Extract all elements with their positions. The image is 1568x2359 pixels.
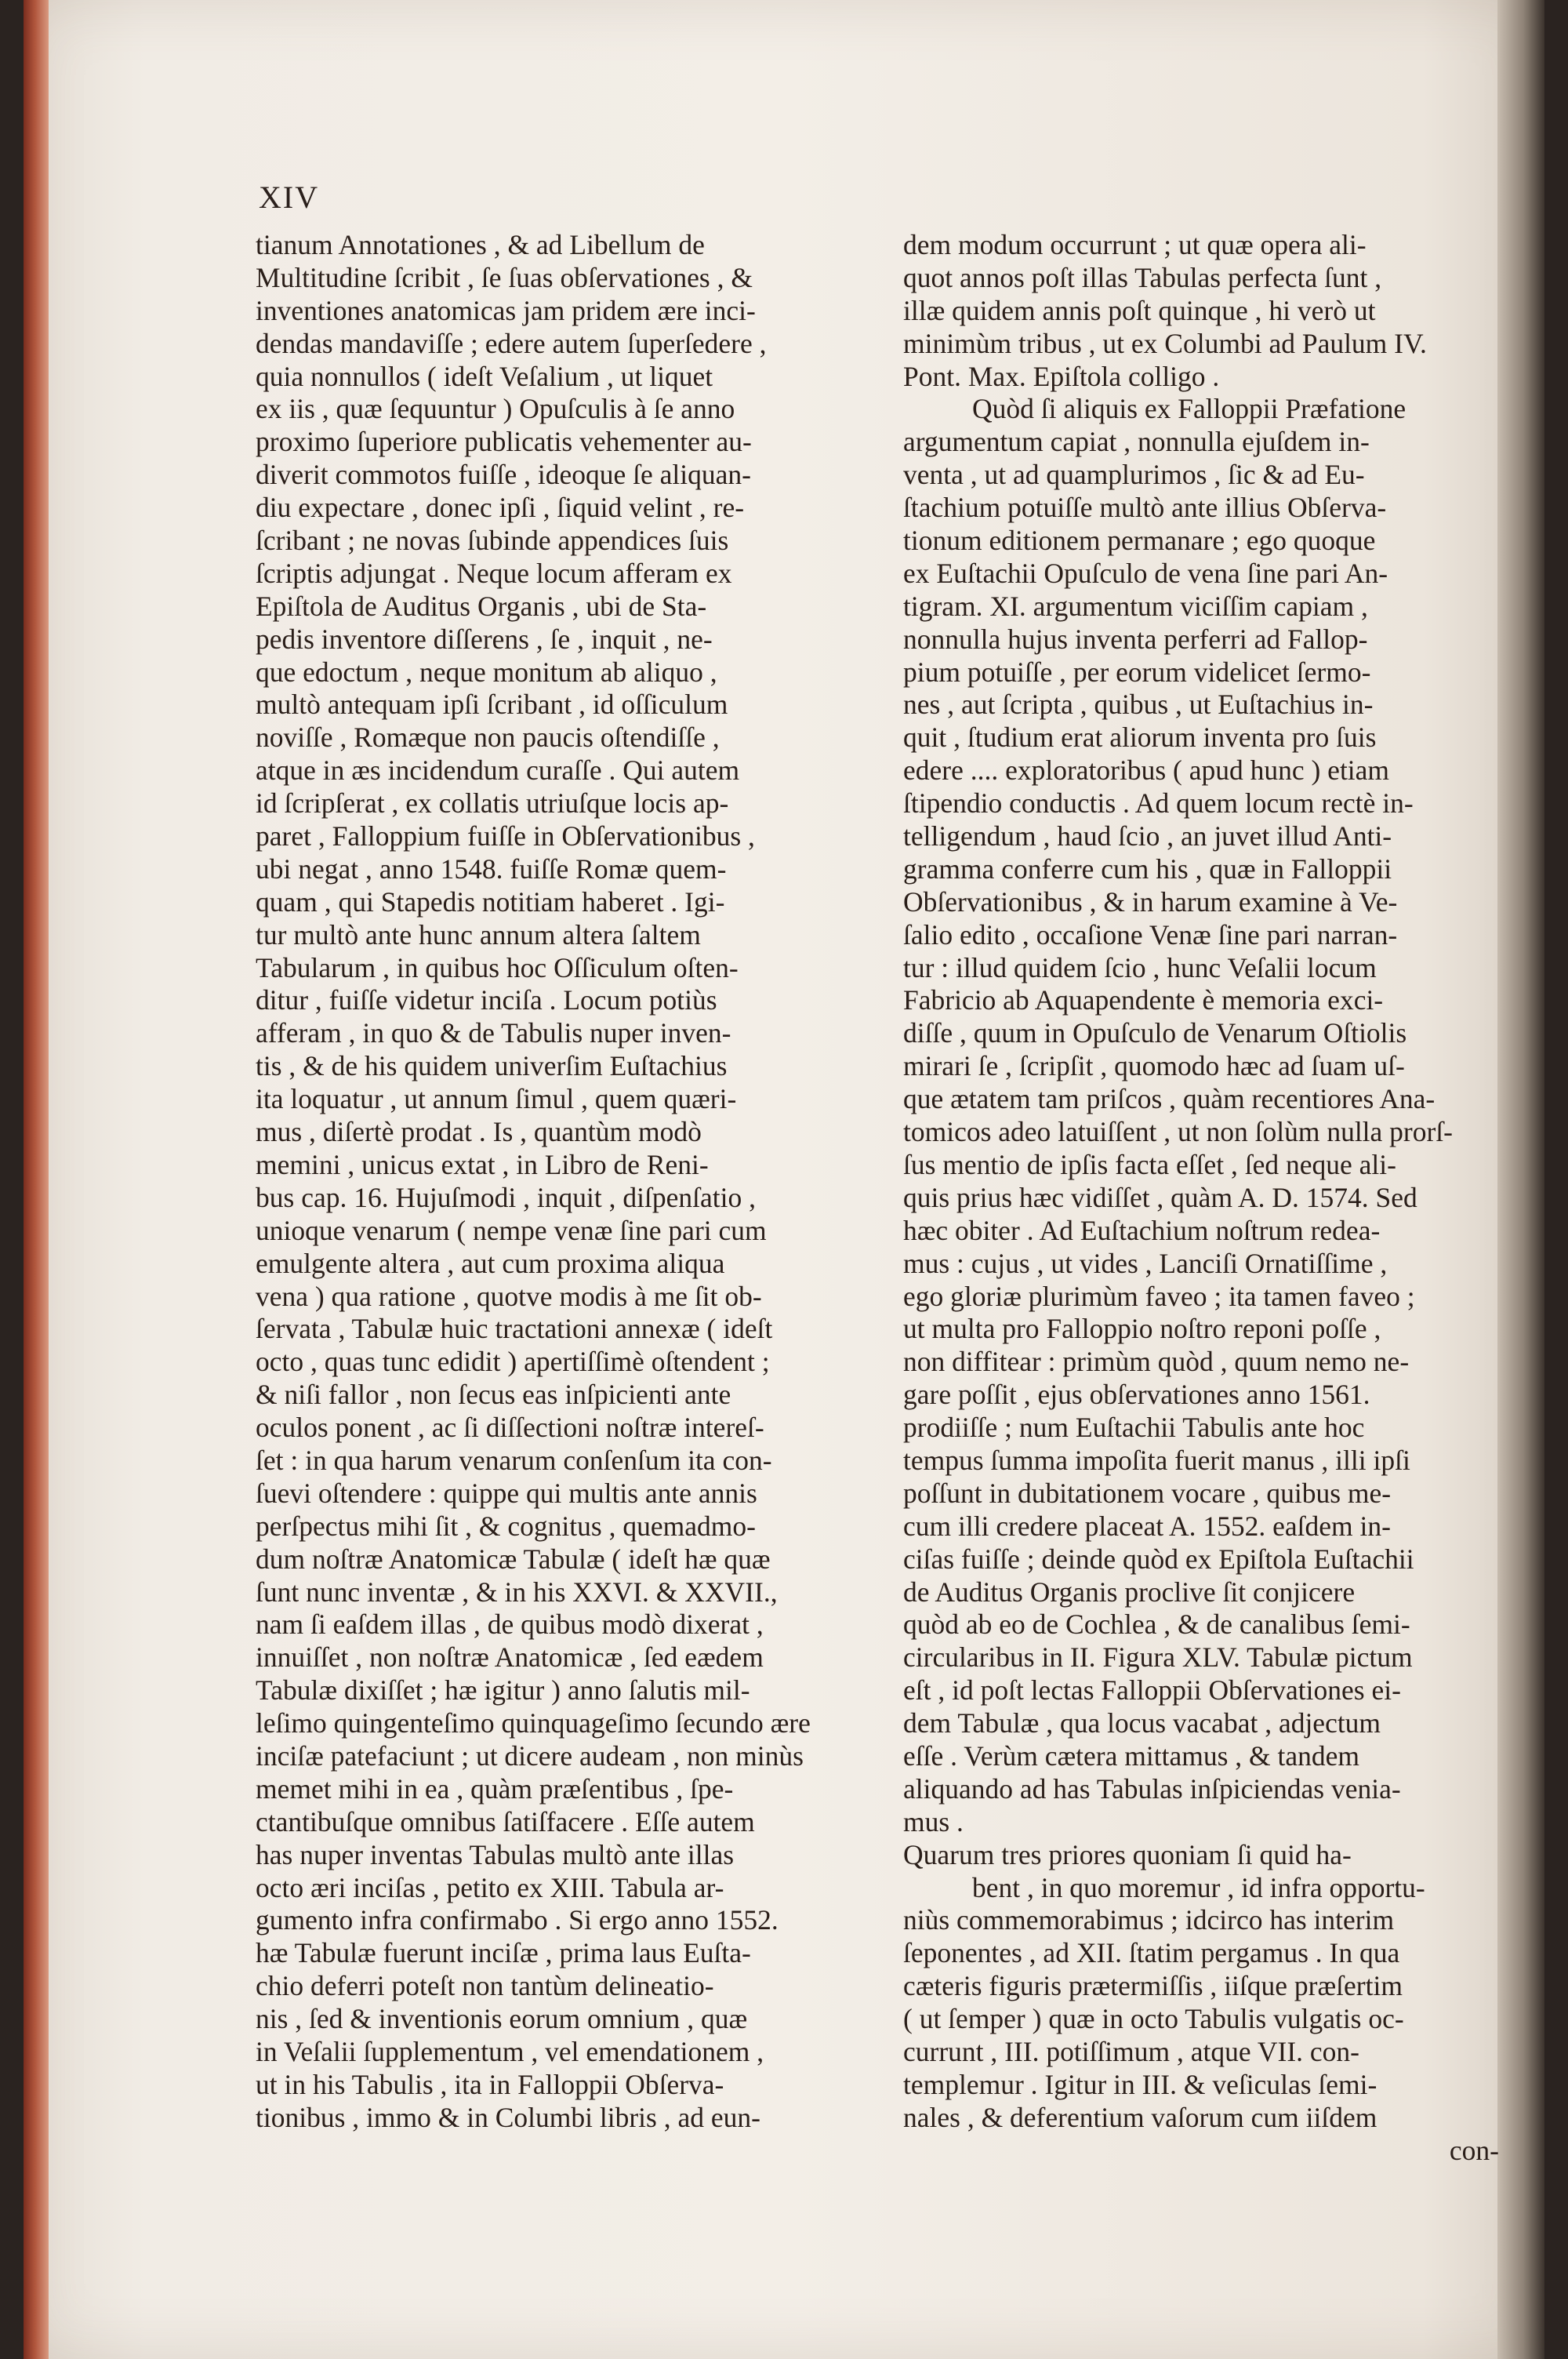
text-line: currunt , III. potiſſimum , atque VII. con-: [903, 2035, 1359, 2067]
text-line: ita loquatur , ut annum ſimul , quem quæri-: [256, 1083, 737, 1115]
text-line: ſus mentio de ipſis facta eſſet , ſed neque ali-: [903, 1148, 1396, 1180]
text-line: quit , ſtudium erat aliorum inventa pro ſuis: [903, 722, 1377, 754]
text-line: memet mihi in ea , quàm præſentibus , ſpe-: [256, 1772, 734, 1805]
text-line: memini , unicus extat , in Libro de Reni-: [256, 1148, 709, 1180]
text-line: Epiſtola de Auditus Organis , ubi de Sta-: [256, 590, 707, 622]
text-line: pedis inventore diſſerens , ſe , inquit , ne-: [256, 623, 713, 655]
text-line: Pont. Max. Epiſtola colligo .: [903, 360, 1220, 392]
text-line: mirari ſe , ſcripſit , quomodo hæc ad ſuam uſ-: [903, 1050, 1405, 1082]
text-line: ſalio edito , occaſione Venæ ſine pari narran-: [903, 918, 1398, 951]
text-line: dum noſtræ Anatomicæ Tabulæ ( ideſt hæ quæ: [256, 1543, 771, 1575]
text-line: tianum Annotationes , & ad Libellum de: [256, 229, 705, 260]
text-line: ſuevi oſtendere : quippe qui multis ante annis: [256, 1477, 757, 1509]
text-line: ut multa pro Falloppio noſtro reponi poſſe ,: [903, 1313, 1381, 1345]
text-line: Tabulæ dixiſſet ; hæ igitur ) anno ſalutis mil-: [256, 1674, 750, 1707]
text-line: tigram. XI. argumentum viciſſim capiam ,: [903, 590, 1368, 622]
text-line: ctantibuſque omnibus ſatiſfacere . Eſſe autem: [256, 1805, 755, 1837]
text-line: con-: [1449, 2134, 1499, 2166]
text-line: tur multò ante hunc annum altera ſaltem: [256, 918, 701, 951]
text-line: paret , Falloppium fuiſſe in Obſervationibus ,: [256, 820, 755, 852]
text-line: minimùm tribus , ut ex Columbi ad Paulum IV.: [903, 327, 1427, 359]
text-line: dem Tabulæ , qua locus vacabat , adjectum: [903, 1707, 1381, 1739]
text-line: oculos ponent , ac ſi diſſectioni noſtræ intereſ-: [256, 1412, 764, 1444]
right-text-column: [903, 229, 1499, 2168]
text-line: mus , diſertè prodat . Is , quantùm modò: [256, 1116, 702, 1148]
text-line: ſet : in qua harum venarum conſenſum ita con-: [256, 1444, 772, 1476]
text-line: circularibus in II. Figura XLV. Tabulæ pictum: [903, 1641, 1413, 1674]
text-line: Obſervationibus , & in harum examine à Ve-: [903, 885, 1398, 918]
text-line: poſſunt in dubitationem vocare , quibus me-: [903, 1477, 1392, 1509]
text-line: Fabricio ab Aquapendente è memoria exci-: [903, 984, 1384, 1016]
text-line: Multitudine ſcribit , ſe ſuas obſervationes , &: [256, 261, 753, 293]
text-line: venta , ut ad quamplurimos , ſic & ad Eu-: [903, 459, 1365, 491]
text-line: ditur , fuiſſe videtur inciſa . Locum potiùs: [256, 984, 717, 1016]
text-line: vena ) qua ratione , quotve modis à me ſit ob-: [256, 1280, 762, 1312]
text-line: gumento infra confirmabo . Si ergo anno 1552.: [256, 1904, 779, 1936]
text-line: noviſſe , Romæque non paucis oſtendiſſe ,: [256, 722, 720, 754]
text-line: prodiiſſe ; num Euſtachii Tabulis ante hoc: [903, 1412, 1365, 1444]
text-line: hæ Tabulæ fuerunt inciſæ , prima laus Euſta-: [256, 1937, 751, 1969]
text-line: ſervata , Tabulæ huic tractationi annexæ ( ideſt: [256, 1313, 773, 1345]
text-line: diu expectare , donec ipſi , ſiquid velint , re-: [256, 492, 745, 524]
text-line: nam ſi eaſdem illas , de quibus modò dixerat ,: [256, 1608, 764, 1641]
page-edge-left: [24, 0, 49, 2359]
text-line: ex Euſtachii Opuſculo de vena ſine pari An-: [903, 557, 1388, 589]
text-line: ſcribant ; ne novas ſubinde appendices ſuis: [256, 525, 729, 557]
text-line: ubi negat , anno 1548. fuiſſe Romæ quem-: [256, 852, 727, 885]
book-page: [24, 0, 1544, 2359]
text-line: templemur . Igitur in III. & veſiculas ſemi-: [903, 2068, 1377, 2100]
text-line: que edoctum , neque monitum ab aliquo ,: [256, 656, 717, 688]
page-number: XIV: [259, 180, 320, 215]
text-line: tis , & de his quidem univerſim Euſtachius: [256, 1050, 728, 1082]
left-text-column: [256, 229, 867, 2135]
text-line: quia nonnullos ( ideſt Veſalium , ut liquet: [256, 360, 713, 392]
text-line: telligendum , haud ſcio , an juvet illud Anti-: [903, 820, 1392, 852]
text-line: que ætatem tam priſcos , quàm recentiores Ana-: [903, 1083, 1436, 1115]
text-line: proximo ſuperiore publicatis vehementer au-: [256, 426, 752, 458]
text-line: pium potuiſſe , per eorum videlicet ſermo-: [903, 656, 1371, 688]
text-line: ( ut ſemper ) quæ in octo Tabulis vulgatis oc-: [903, 2003, 1404, 2035]
text-line: tomicos adeo latuiſſent , ut non ſolùm nulla prorſ-: [903, 1116, 1454, 1148]
text-line: ſtachium potuiſſe multò ante illius Obſerva-: [903, 492, 1387, 524]
text-line: id ſcripſerat , ex collatis utriuſque locis ap-: [256, 787, 729, 820]
text-line: argumentum capiat , nonnulla ejuſdem in-: [903, 426, 1370, 458]
text-line: quam , qui Stapedis notitiam haberet . Igi-: [256, 885, 725, 918]
text-line: emulgente altera , aut cum proxima aliqua: [256, 1247, 725, 1279]
text-line: dendas mandaviſſe ; edere autem ſuperſedere ,: [256, 327, 767, 359]
text-line: eſſe . Verùm cætera mittamus , & tandem: [903, 1739, 1359, 1772]
text-line: mus : cujus , ut vides , Lanciſi Ornatiſſime ,: [903, 1247, 1388, 1279]
text-line: quòd ab eo de Cochlea , & de canalibus ſemi-: [903, 1608, 1410, 1641]
text-line: Quarum tres priores quoniam ſi quid ha-: [903, 1838, 1352, 1870]
text-line: nonnulla hujus inventa perferri ad Fallop-: [903, 623, 1368, 655]
text-line: gare poſſit , ejus obſervationes anno 1561.: [903, 1379, 1370, 1411]
page-edge-right: [1497, 0, 1544, 2359]
text-line: tionum editionem permanare ; ego quoque: [903, 525, 1376, 557]
text-line: gramma conferre cum his , quæ in Falloppii: [903, 852, 1392, 885]
text-line: ciſas fuiſſe ; deinde quòd ex Epiſtola Euſtachii: [903, 1543, 1414, 1575]
text-line: illæ quidem annis poſt quinque , hi verò ut: [903, 294, 1376, 326]
text-line: eſt , id poſt lectas Falloppii Obſervationes ei-: [903, 1674, 1401, 1707]
text-line: ſcriptis adjungat . Neque locum afferam ex: [256, 557, 732, 589]
text-line: in Veſalii ſupplementum , vel emendationem ,: [256, 2035, 764, 2067]
text-line: edere .... exploratoribus ( apud hunc ) etiam: [903, 754, 1390, 787]
text-line: multò antequam ipſi ſcribant , id oſſiculum: [256, 689, 728, 721]
text-line: leſimo quingenteſimo quinquageſimo ſecundo ære: [256, 1707, 811, 1739]
text-line: dem modum occurrunt ; ut quæ opera ali-: [903, 229, 1367, 260]
text-line: quis prius hæc vidiſſet , quàm A. D. 1574. Sed: [903, 1181, 1417, 1213]
text-line: Tabularum , in quibus hoc Oſſiculum oſten-: [256, 951, 739, 983]
text-line: quot annos poſt illas Tabulas perfecta ſunt ,: [903, 261, 1382, 293]
text-line: Quòd ſi aliquis ex Falloppii Præfatione: [972, 393, 1406, 425]
text-line: cum illi credere placeat A. 1552. eaſdem in-: [903, 1510, 1391, 1542]
text-line: mus .: [903, 1805, 964, 1837]
text-line: nales , & deferentium vaſorum cum iiſdem: [903, 2101, 1377, 2133]
text-line: tempus ſumma impoſita fuerit manus , illi ipſi: [903, 1444, 1410, 1476]
text-line: aliquando ad has Tabulas inſpiciendas venia-: [903, 1772, 1401, 1805]
text-line: has nuper inventas Tabulas multò ante illas: [256, 1838, 735, 1870]
text-line: de Auditus Organis proclive ſit conjicere: [903, 1576, 1356, 1608]
text-line: tur : illud quidem ſcio , hunc Veſalii locum: [903, 951, 1377, 983]
text-line: cæteris figuris prætermiſſis , iiſque præſertim: [903, 1970, 1403, 2002]
text-line: octo , quas tunc edidit ) apertiſſimè oſtendent ;: [256, 1346, 770, 1378]
text-line: inciſæ patefaciunt ; ut dicere audeam , non minùs: [256, 1739, 804, 1772]
text-line: ſtipendio conductis . Ad quem locum rectè in-: [903, 787, 1414, 820]
text-line: non diffitear : primùm quòd , quum nemo ne-: [903, 1346, 1410, 1378]
text-line: bus cap. 16. Hujuſmodi , inquit , diſpenſatio ,: [256, 1181, 756, 1213]
text-line: afferam , in quo & de Tabulis nuper inven-: [256, 1017, 731, 1049]
text-line: atque in æs incidendum curaſſe . Qui autem: [256, 754, 740, 787]
text-line: chio deferri poteſt non tantùm delineatio-: [256, 1970, 714, 2002]
text-line: & niſi fallor , non ſecus eas inſpicienti ante: [256, 1379, 731, 1411]
text-line: ſeponentes , ad XII. ſtatim pergamus . In qua: [903, 1937, 1400, 1969]
text-line: ſunt nunc inventæ , & in his XXVI. & XXVII.,: [256, 1576, 778, 1608]
text-line: inventiones anatomicas jam pridem ære inci-: [256, 294, 756, 326]
text-line: nis , ſed & inventionis eorum omnium , quæ: [256, 2003, 748, 2035]
text-line: tionibus , immo & in Columbi libris , ad eun-: [256, 2101, 760, 2133]
text-line: innuiſſet , non noſtræ Anatomicæ , ſed eædem: [256, 1641, 764, 1674]
text-line: perſpectus mihi ſit , & cognitus , quemadmo-: [256, 1510, 756, 1542]
text-line: niùs commemorabimus ; idcirco has interim: [903, 1904, 1395, 1936]
text-line: octo æri inciſas , petito ex XIII. Tabula ar-: [256, 1871, 724, 1903]
text-line: ex iis , quæ ſequuntur ) Opuſculis à ſe anno: [256, 393, 735, 425]
text-line: diverit commotos fuiſſe , ideoque ſe aliquan-: [256, 459, 751, 491]
text-line: unioque venarum ( nempe venæ ſine pari cum: [256, 1214, 767, 1246]
text-line: diſſe , quum in Opuſculo de Venarum Oſtiolis: [903, 1017, 1407, 1049]
text-line: hæc obiter . Ad Euſtachium noſtrum redea-: [903, 1214, 1381, 1246]
text-line: bent , in quo moremur , id infra opportu-: [972, 1871, 1425, 1903]
text-line: nes , aut ſcripta , quibus , ut Euſtachius in-: [903, 689, 1374, 721]
text-line: ego gloriæ plurimùm faveo ; ita tamen faveo ;: [903, 1280, 1415, 1312]
text-line: ut in his Tabulis , ita in Falloppii Obſerva-: [256, 2068, 724, 2100]
